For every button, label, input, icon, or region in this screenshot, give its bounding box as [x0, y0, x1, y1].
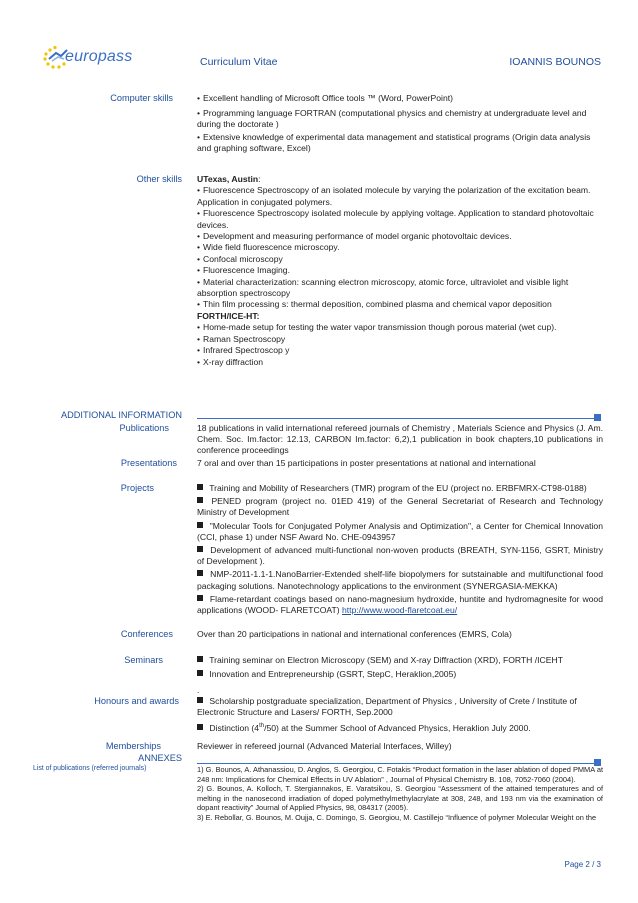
publications-label: Publications — [119, 423, 169, 433]
presentations-text: 7 oral and over than 15 participations in poster presentations at national and international — [197, 458, 536, 468]
presentations-label: Presentations — [120, 458, 177, 468]
list-item: 3) E. Rebollar, G. Bounos, M. Oujja, C. Domingo, S. Georgiou, M. Castillejo “Influence of polymer Molecular Weight on the — [197, 812, 597, 822]
square-bullet-icon — [197, 570, 203, 576]
computer-skills-label: Computer skills — [110, 93, 173, 103]
list-item: • Raman Spectroscopy — [197, 334, 603, 345]
list-item: 2) G. Bounos, A. Kolloch, T. Stergiannakos, E. Varatsikou, S. Georgiou “Assessment of the attained temperatures and of melting in the nanosecond irradiation of doped polymethylmethylacrylate at 308, 248, and 193 nm via the examination of dopant reactivity” Journal of Applied Physics, 98, 084317 (2005). — [197, 784, 603, 813]
list-item: • Material characterization: scanning electron microscopy, atomic force, ultraviolet and visible light absorption spectroscopy — [197, 277, 603, 300]
person-name: IOANNIS BOUNOS — [509, 56, 601, 68]
list-item: • X-ray diffraction — [197, 357, 603, 368]
conferences-text: Over than 20 participations in national and international conferences (EMRS, Cola) — [197, 629, 512, 639]
list-item: Distinction (4th/50) at the Summer School of Advanced Physics, Heraklion July 2000. — [197, 721, 603, 734]
annex-refs — [197, 765, 603, 823]
list-item: "Molecular Tools for Conjugated Polymer Analysis and Optimization", a Center for Chemical Innovation (CCI, phase 1) under NSF Award No. CHE-0943957 — [197, 520, 603, 542]
honours-list — [197, 696, 603, 734]
logo-text: europass — [65, 48, 133, 65]
list-item: • Fluorescence Spectroscopy of an isolated molecule by varying the polarization of the excitation beam. Application in conjugated polymers. — [197, 185, 603, 208]
other-skills-heading-forth: FORTH/ICE-HT: — [197, 310, 260, 321]
list-item: Development of advanced multi-functional non-woven products (BREATH, SYN-1156, GSRT, Ministry of Development ). — [197, 545, 604, 567]
memberships-label: Memberships — [105, 741, 161, 751]
list-item: • Wide field fluorescence microscopy. — [197, 242, 603, 253]
square-bullet-icon — [197, 670, 203, 676]
europass-logo — [40, 44, 140, 70]
square-bullet-icon — [197, 546, 203, 552]
doc-title: Curriculum Vitae — [200, 56, 278, 68]
annexes-label: ANNEXES — [138, 753, 182, 763]
square-bullet-icon — [197, 595, 203, 601]
computer-skills-list — [197, 93, 603, 154]
list-item: PENED program (project no. 01ED 419) of the General Secretariat of Research and Technology Ministry of Development — [197, 496, 604, 518]
list-item: 1) G. Bounos, A. Athanassiou, D. Anglos, S. Georgiou, C. Fotakis “Product formation in the laser ablation of doped PMMA at 248 nm: Implications for Chemical Effects in UV Ablation” , Journal of Physical Chemistry B. 108, 7052-7060 (2004). — [197, 765, 603, 784]
list-item: • Fluorescence Imaging. — [197, 265, 603, 276]
memberships-text: Reviewer in refereed journal (Advanced Material Interfaces, Willey) — [197, 741, 452, 751]
section-divider — [197, 763, 595, 764]
other-skills-heading-utexas: UTexas, Austin: — [197, 174, 261, 184]
list-item: • Fluorescence Spectroscopy isolated molecule by applying voltage. Application to standard photovoltaic devices. — [197, 208, 603, 231]
section-divider — [197, 418, 595, 419]
list-item: • Programming language FORTRAN (computational physics and chemistry at undergraduate level and during the doctorate ) — [197, 108, 603, 130]
list-item: Innovation and Entrepreneurship (GSRT, StepC, Heraklion,2005) — [197, 669, 603, 680]
other-skills-label: Other skills — [136, 174, 182, 184]
seminars-list — [197, 655, 603, 681]
additional-info-label: ADDITIONAL INFORMATION — [61, 410, 182, 420]
project-link[interactable]: http://www.wood-flaretcoat.eu/ — [342, 605, 458, 616]
square-bullet-icon — [197, 656, 203, 662]
square-bullet-icon — [197, 497, 203, 503]
list-item: NMP-2011-1.1-1.NanoBarrier-Extended shelf-life biopolymers for sutstainable and multifunctional food packaging solutions. Nanotechnology applications to the environment (SYNERGASIA-MEKKA) — [197, 569, 603, 591]
projects-label: Projects — [120, 483, 154, 493]
square-bullet-icon — [197, 484, 203, 490]
page-number: Page 2 / 3 — [564, 860, 601, 869]
list-item: • Extensive knowledge of experimental data management and statistical programs (Origin data analysis and graphing software, Excel) — [197, 132, 603, 154]
list-item: • Thin film processing s: thermal deposition, combined plasma and chemical vapor deposition — [197, 299, 603, 310]
square-bullet-icon — [197, 724, 203, 730]
projects-list — [197, 483, 603, 616]
conferences-label: Conferences — [120, 629, 173, 639]
list-item: Training and Mobility of Researchers (TMR) program of the EU (project no. ERBFMRX-CT98-0188) — [197, 483, 603, 494]
section-divider-marker — [594, 414, 601, 421]
publications-list-label: List of publications (referred journals) — [33, 765, 147, 772]
square-bullet-icon — [197, 522, 203, 528]
list-item: • Infrared Spectroscop y — [197, 345, 603, 356]
honours-label: Honours and awards — [94, 696, 179, 706]
other-skills-list — [197, 174, 603, 368]
list-item: • Home-made setup for testing the water vapor transmission though porous material (wet cup). — [197, 322, 603, 333]
list-item: Flame-retardant coatings based on nano-magnesium hydroxide, huntite and hydromagnesite for wood applications (WOOD- FLARETCOAT) http://www.wood-flaretcoat.eu/ — [197, 593, 603, 616]
honours-dot: . — [197, 685, 200, 695]
list-item: • Development and measuring performance of model organic photovoltaic devices. — [197, 231, 603, 242]
list-item: Training seminar on Electron Microscopy (SEM) and X-ray Diffraction (XRD), FORTH /ICEHT — [197, 655, 603, 666]
list-item: Scholarship postgraduate specialization, Department of Physics , University of Crete / Institute of Electronic Structure and Lasers/ FORTH, Sep.2000 — [197, 696, 577, 718]
list-item: • Confocal microscopy — [197, 254, 603, 265]
square-bullet-icon — [197, 697, 203, 703]
list-item: • Excellent handling of Microsoft Office tools ™ (Word, PowerPoint) — [197, 93, 603, 104]
seminars-label: Seminars — [124, 655, 163, 665]
publications-text: 18 publications in valid international refereed journals of Chemistry , Materials Science and Physics (J. Am. Chem. Soc. Im.factor: 12.13, CARBON Im.factor: 6,2),1 publication in book chapters,10 publications in conference proceedings — [197, 423, 604, 455]
